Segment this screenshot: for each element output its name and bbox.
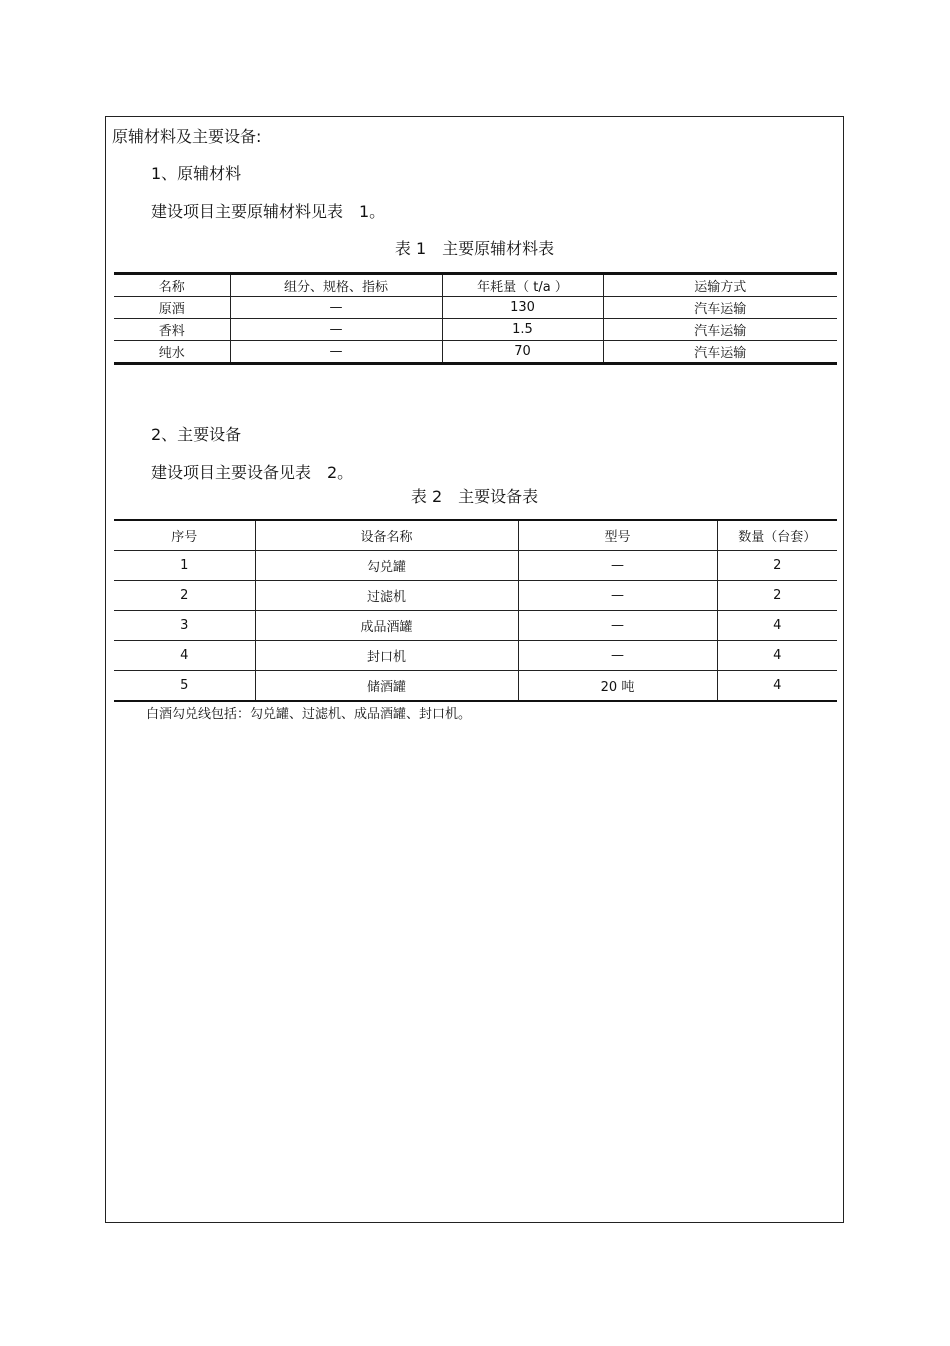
table-cell: — [230, 319, 442, 341]
table-cell: 2 [114, 581, 255, 611]
materials-table [114, 272, 837, 365]
table-cell: — [230, 341, 442, 364]
subsection-equipment-title: 2、主要设备 [151, 425, 242, 444]
table-row [114, 611, 837, 641]
table-row [114, 319, 837, 341]
document-frame [105, 116, 844, 1223]
table-cell: 2 [717, 581, 837, 611]
column-header: 型号 [518, 520, 717, 551]
column-header: 设备名称 [255, 520, 518, 551]
table-cell: 汽车运输 [603, 341, 837, 364]
table-cell: 1.5 [442, 319, 603, 341]
subsection-materials-title: 1、原辅材料 [151, 164, 242, 183]
table-cell: 4 [717, 641, 837, 671]
table-row [114, 581, 837, 611]
table-cell: 70 [442, 341, 603, 364]
table-row [114, 551, 837, 581]
table-row [114, 671, 837, 702]
table-row [114, 341, 837, 364]
table-cell: 封口机 [255, 641, 518, 671]
column-header: 名称 [158, 280, 185, 295]
equipment-intro-text: 建设项目主要设备见表 2。 [151, 463, 354, 482]
table-cell: 1 [114, 551, 255, 581]
column-header: 数量（台套） [717, 520, 837, 551]
table-cell: 4 [717, 671, 837, 702]
table-cell: — [518, 611, 717, 641]
table-cell: 5 [114, 671, 255, 702]
table-cell: 储酒罐 [255, 671, 518, 702]
table-cell: — [230, 297, 442, 319]
table-cell: 原酒 [114, 297, 230, 319]
table-row [114, 641, 837, 671]
equipment-table [114, 519, 837, 702]
table-row [114, 297, 837, 319]
table-cell: 3 [114, 611, 255, 641]
column-header: 组分、规格、指标 [230, 274, 442, 297]
table-cell: — [518, 641, 717, 671]
table2-caption: 表 2 主要设备表 [410, 487, 539, 506]
table1-caption: 表 1 主要原辅材料表 [394, 239, 555, 258]
table-cell: 纯水 [114, 341, 230, 364]
table-cell: 成品酒罐 [255, 611, 518, 641]
table-cell: 4 [114, 641, 255, 671]
table-cell: — [518, 581, 717, 611]
materials-intro-text: 建设项目主要原辅材料见表 1。 [151, 202, 386, 221]
table-cell: 130 [442, 297, 603, 319]
table-cell: 20 吨 [518, 671, 717, 702]
table-cell: 4 [717, 611, 837, 641]
table-cell: 汽车运输 [603, 319, 837, 341]
table-header-row [114, 520, 837, 551]
section-heading: 原辅材料及主要设备: [112, 127, 262, 146]
equipment-note: 白酒勾兑线包括：勾兑罐、过滤机、成品酒罐、封口机。 [146, 707, 472, 722]
column-header: 年耗量（ t/a ） [442, 274, 603, 297]
column-header: 序号 [171, 530, 198, 545]
table-cell: 香料 [114, 319, 230, 341]
table-cell: 过滤机 [255, 581, 518, 611]
table-cell: 汽车运输 [603, 297, 837, 319]
table-cell: — [518, 551, 717, 581]
table-cell: 2 [717, 551, 837, 581]
table-header-row [114, 274, 837, 297]
table-cell: 勾兑罐 [255, 551, 518, 581]
column-header: 运输方式 [603, 274, 837, 297]
